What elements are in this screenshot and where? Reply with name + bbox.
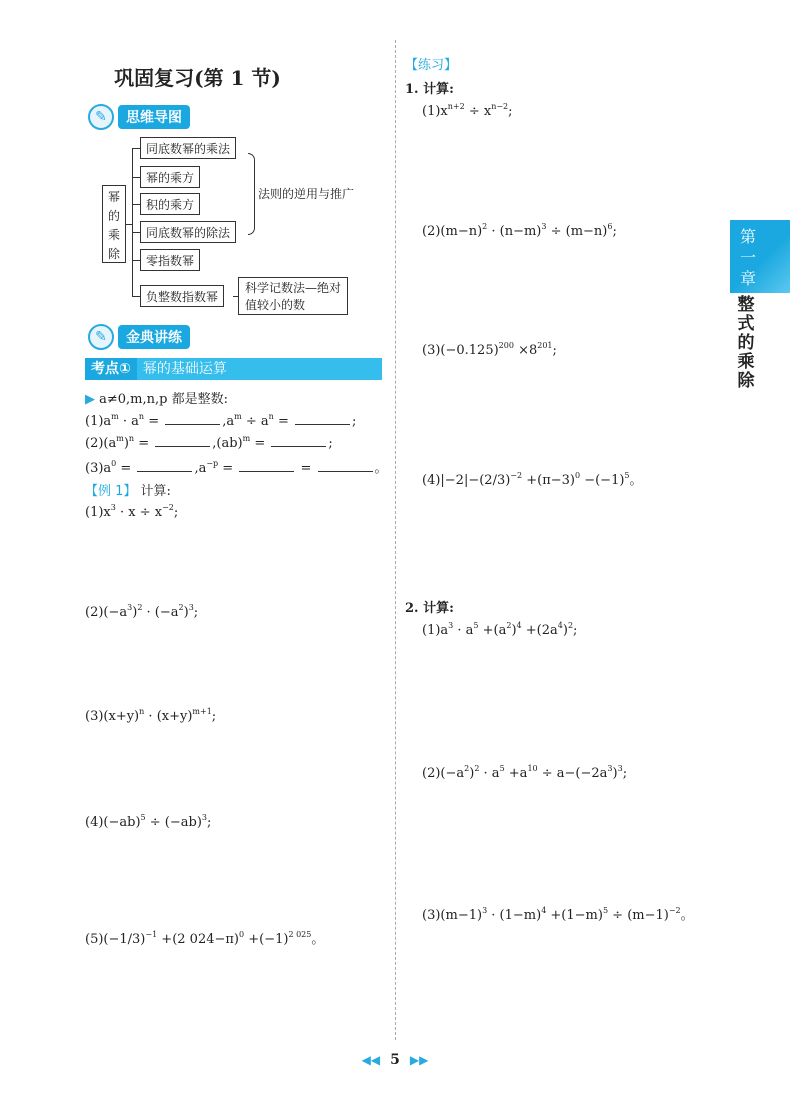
mindmap-root: 幂的乘除 [102,185,126,263]
q2-item [422,904,694,923]
q1-item [422,102,513,119]
superscript: 4 [516,621,522,630]
formula-text: (1)a [85,414,112,429]
superscript: 3 [448,621,454,630]
formula-text: ; [193,605,199,620]
compass-icon: ✎ [88,324,114,350]
formula-text: ; [206,815,212,830]
example-tag: 【例 1】 [85,484,137,499]
footer [0,1052,790,1068]
formula-text: ) [123,436,129,451]
formula-text: ÷ a−(−2a [537,766,608,781]
superscript: 3 [110,503,116,512]
answer-blank [295,414,350,425]
formula-text: · (−a [142,605,179,620]
formula-text: ) [612,766,618,781]
superscript: −p [206,459,219,468]
formula-text: (5)(−1/3) [85,932,146,947]
superscript: 3 [188,603,194,612]
superscript: 0 [574,471,581,480]
superscript: −2 [510,471,523,480]
formula-text: · x ÷ x [115,505,163,520]
kaodian-bar [85,358,382,380]
intro-text: a≠0,m,n,p 都是整数: [99,392,228,407]
formula-text: ; [508,104,513,119]
formula-text: (2)(−a [85,605,128,620]
kaodian-tag: 考点① [85,358,137,380]
fill-line [85,457,388,476]
q2-item [422,764,627,781]
q1-item [422,469,643,488]
next-page-icon[interactable]: ▶▶ [409,1053,429,1067]
mindmap-branch: 同底数幂的除法 [140,221,236,243]
answer-blank [239,461,294,472]
formula-text: · (n−m) [487,224,542,239]
formula-text: ) [183,605,189,620]
answer-blank [137,461,192,472]
formula-text: ,a [194,461,207,476]
page-number: 5 [390,1052,400,1068]
formula-text: = [144,414,164,429]
brace [248,153,255,235]
q2-heading: 2. 计算: [405,601,454,616]
chapter-tab [730,220,790,293]
formula-text: (1)x [422,104,448,119]
example-item [85,813,211,830]
superscript: m [111,412,119,421]
q1-item [422,222,617,239]
formula-text: ; [552,343,557,358]
superscript: −2 [668,906,681,915]
formula-text: +a [504,766,528,781]
answer-blank [155,436,210,447]
q2-item [422,621,577,638]
compass-icon: ✎ [88,104,114,130]
formula-text: · a [118,414,139,429]
fill-line [85,412,356,429]
superscript: 5 [602,906,609,915]
formula-text: ) [469,766,475,781]
superscript: 201 [537,341,553,350]
superscript: m+1 [192,707,212,716]
formula-text: ; [328,436,333,451]
formula-text: (3)a [85,461,112,476]
formula-text: +(−1) [244,932,289,947]
brace-label: 法则的逆用与推广 [258,187,355,201]
superscript: m [242,434,251,443]
formula-text: 。 [374,461,388,476]
answer-blank [318,461,373,472]
formula-text: ; [612,224,617,239]
superscript: 2 [474,764,480,773]
superscript: 2 [506,621,512,630]
formula-text: = [250,436,270,451]
superscript: 3 [127,603,133,612]
superscript: 10 [527,764,538,773]
formula-text: +(2a [521,623,558,638]
example-label: 计算: [140,484,171,499]
superscript: 5 [624,471,630,480]
example-heading [85,480,171,499]
mindmap-extra: 科学记数法—绝对值较小的数 [238,277,348,315]
formula-text: (2)(−a [422,766,465,781]
superscript: 3 [482,906,488,915]
superscript: 2 025 [288,930,312,939]
superscript: 2 [137,603,143,612]
formula-text: (3)(x+y) [85,709,140,724]
formula-text: = [134,436,154,451]
triangle-icon: ▶ [85,392,100,407]
formula-text: ) [511,623,517,638]
superscript: 0 [239,930,245,939]
example-item [85,603,198,620]
answer-blank [271,436,326,447]
example-item [85,707,216,724]
formula-text: 。 [311,932,325,947]
formula-text: (4)|−2|−(2/3) [422,473,511,488]
formula-text: ; [211,709,217,724]
section-lecture [88,324,190,350]
formula-text: ×8 [513,343,538,358]
section-label: 金典讲练 [118,325,190,349]
chapter-title: 整式的乘除 [737,295,755,391]
superscript: 4 [557,621,563,630]
formula-text: +(π−3) [522,473,575,488]
formula-text: ; [351,414,357,429]
formula-text: ) [562,623,568,638]
formula-text: ÷ (m−1) [608,908,669,923]
formula-text: ; [573,623,578,638]
superscript: 6 [607,222,613,231]
practice-tag: 【练习】 [405,58,458,73]
intro [85,388,228,407]
formula-text: ,a [222,414,235,429]
superscript: 4 [541,906,547,915]
formula-text: −(−1) [580,473,625,488]
mindmap-branch: 幂的乘方 [140,166,200,188]
formula-text: ÷ a [241,414,269,429]
superscript: n [268,412,274,421]
kaodian-title: 幂的基础运算 [142,361,227,377]
formula-text: · (x+y) [144,709,193,724]
formula-text: (1)x [85,505,111,520]
superscript: n [138,412,145,421]
superscript: 2 [464,764,470,773]
formula-text: · a [479,766,500,781]
formula-text: · a [453,623,474,638]
superscript: n−2 [491,102,509,111]
mindmap-branch: 积的乘方 [140,193,200,215]
formula-text: ) [132,605,138,620]
formula-text: = [296,461,316,476]
q1-heading: 1. 计算: [405,82,454,97]
formula-text: (1)a [422,623,449,638]
superscript: n [139,707,145,716]
section-label: 思维导图 [118,105,190,129]
superscript: 5 [473,621,479,630]
superscript: −2 [162,503,174,512]
superscript: n+2 [447,102,465,111]
superscript: 3 [201,813,207,822]
superscript: 2 [567,621,574,630]
formula-text: (2)(m−n) [422,224,483,239]
formula-text: = [273,414,293,429]
answer-blank [165,414,220,425]
superscript: m [234,412,242,421]
superscript: 5 [140,813,146,822]
superscript: 200 [498,341,514,350]
formula-text: 。 [629,473,643,488]
superscript: 0 [111,459,117,468]
superscript: 5 [499,764,505,773]
formula-text: ; [173,505,179,520]
formula-text: +(2 024−π) [157,932,239,947]
example-item [85,503,178,520]
formula-text: = [116,461,136,476]
formula-text: (3)(m−1) [422,908,483,923]
fill-line [85,434,333,451]
page-title: 巩固复习(第 1 节) [114,66,281,90]
formula-text: +(a [478,623,507,638]
example-item [85,928,324,947]
superscript: 3 [541,222,547,231]
q1-item [422,341,557,358]
formula-text: (4)(−ab) [85,815,141,830]
formula-text: ÷ x [464,104,492,119]
superscript: 3 [617,764,623,773]
formula-text: (2)(a [85,436,117,451]
formula-text: +(1−m) [546,908,603,923]
formula-text: · (1−m) [487,908,542,923]
superscript: 2 [178,603,184,612]
formula-text: (3)(−0.125) [422,343,499,358]
section-mindmap [88,104,190,130]
formula-text: = [218,461,238,476]
superscript: m [116,434,124,443]
mindmap-branch: 负整数指数幂 [140,285,224,307]
superscript: 2 [482,222,488,231]
formula-text: ÷ (−ab) [145,815,202,830]
formula-text: ; [622,766,628,781]
formula-text: ÷ (m−n) [546,224,608,239]
mindmap-branch: 同底数幂的乘法 [140,137,236,159]
superscript: 3 [607,764,613,773]
superscript: n [128,434,135,443]
formula-text: 。 [680,908,694,923]
chapter-label: 第一章 [739,227,756,288]
superscript: −1 [145,930,158,939]
mindmap-branch: 零指数幂 [140,249,200,271]
prev-page-icon[interactable]: ◀◀ [361,1053,381,1067]
column-divider [395,40,396,1040]
formula-text: ,(ab) [212,436,243,451]
